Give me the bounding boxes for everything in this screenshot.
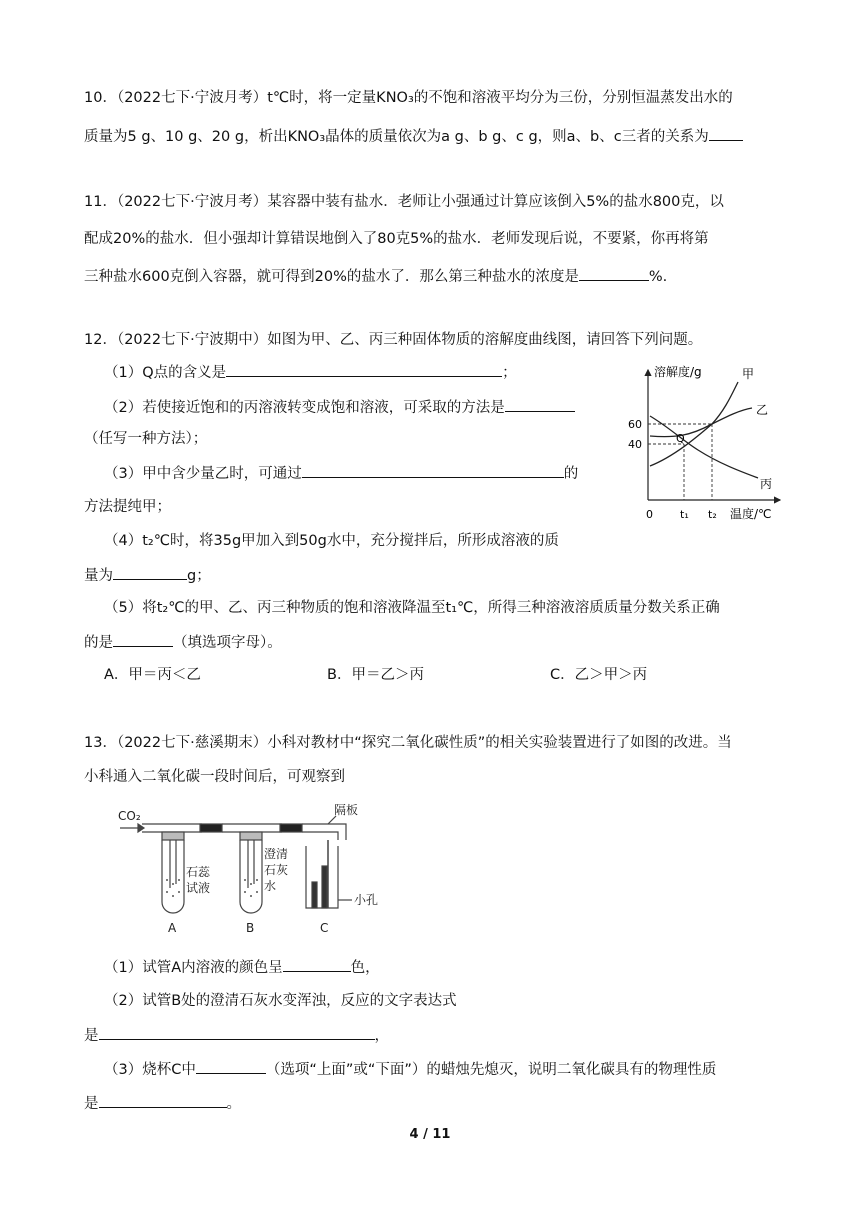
connector-1 xyxy=(200,824,222,832)
q13-text: （1）试管A内溶液的颜色呈 xyxy=(104,960,283,976)
label-reagent-a-2: 试液 xyxy=(186,881,211,895)
test-tube-b xyxy=(240,840,262,913)
q12-part-4: （4）t₂℃时，将35g甲加入到50g水中，充分搅拌后，所形成溶液的质 xyxy=(104,533,559,549)
connector-2 xyxy=(280,824,302,832)
tube-3 xyxy=(302,824,346,840)
option-c[interactable]: C．乙＞甲＞丙 xyxy=(550,667,648,683)
test-tube-a xyxy=(162,840,184,913)
tick-0: 0 xyxy=(646,508,653,521)
partition-pointer xyxy=(328,816,336,824)
q10-text: 质量为5 g、10 g、20 g，析出KNO₃晶体的质量依次为a g、b g、c g，则a、b、c三者的关系为 xyxy=(84,129,709,145)
tick-40: 40 xyxy=(628,438,642,451)
q12-text: （1）Q点的含义是 xyxy=(104,365,227,381)
answer-blank[interactable] xyxy=(283,957,351,972)
q13-text: （选项“上面”或“下面”）的蜡烛先熄灭，说明二氧化碳具有的物理性质 xyxy=(265,1062,717,1078)
answer-blank[interactable] xyxy=(99,1025,375,1040)
q12-part-4-cont xyxy=(84,565,211,586)
q12-part-3-cont: 方法提纯甲； xyxy=(84,499,171,515)
q13-part-1 xyxy=(104,957,380,978)
q12-text: g； xyxy=(187,568,211,584)
curve-bing xyxy=(650,416,758,478)
q12-text: （3）甲中含少量乙时，可通过 xyxy=(104,466,302,482)
option-b[interactable]: B．甲＝乙＞丙 xyxy=(327,667,424,683)
answer-blank[interactable] xyxy=(196,1059,266,1074)
solubility-graph xyxy=(620,360,790,525)
stopper-a xyxy=(162,832,184,840)
label-reagent-a-1: 石蕊 xyxy=(186,865,211,879)
y-axis-label: 溶解度/g xyxy=(654,365,702,379)
q13-text: ， xyxy=(374,1028,389,1044)
q12-text: 的 xyxy=(563,466,579,482)
tube-2 xyxy=(222,824,282,832)
tube-1 xyxy=(142,824,202,832)
answer-blank[interactable] xyxy=(505,397,575,412)
label-co2: CO₂ xyxy=(118,809,141,823)
co2-apparatus-figure xyxy=(112,796,402,938)
q13-text: 色， xyxy=(350,960,380,976)
q13-part-3 xyxy=(104,1059,716,1080)
label-yi: 乙 xyxy=(756,403,769,417)
label-partition: 隔板 xyxy=(334,803,359,817)
q12-text: 量为 xyxy=(84,568,113,584)
q11-line-2: 配成20%的盐水．但小强却计算错误地倒入了80克5%的盐水．老师发现后说，不要紧，你再将第 xyxy=(84,231,709,247)
q12-stem: 12．（2022七下·宁波期中）如图为甲、乙、丙三种固体物质的溶解度曲线图，请回答下列问题。 xyxy=(84,332,703,348)
answer-blank[interactable] xyxy=(302,463,564,478)
q11-line-1: 11．（2022七下·宁波月考）某容器中装有盐水．老师让小强通过计算应该倒入5%的盐水800克，以 xyxy=(84,194,724,210)
q12-part-3 xyxy=(104,463,578,484)
q12-text: （填选项字母）。 xyxy=(173,635,282,651)
q10-line-2 xyxy=(84,126,743,147)
q12-text: （2）若使接近饱和的丙溶液转变成饱和溶液，可采取的方法是 xyxy=(104,400,505,416)
x-axis-label: 温度/℃ xyxy=(730,507,772,521)
q10-line-1: 10．（2022七下·宁波月考）t℃时，将一定量KNO₃的不饱和溶液平均分为三份，分别恒温蒸发出水的 xyxy=(84,90,733,106)
label-reagent-b-2: 石灰 xyxy=(264,863,289,877)
q13-part-2: （2）试管B处的澄清石灰水变浑浊，反应的文字表达式 xyxy=(104,993,457,1009)
label-a: A xyxy=(168,921,177,935)
stopper-b xyxy=(240,832,262,840)
q13-line-1: 13．（2022七下·慈溪期末）小科对教材中“探究二氧化碳性质”的相关实验装置进行了如图的改进。当 xyxy=(84,735,732,751)
q13-part-3-cont xyxy=(84,1093,241,1114)
q13-text: 是 xyxy=(84,1096,99,1112)
page-number: 4 / 11 xyxy=(409,1127,451,1142)
label-b: B xyxy=(246,921,255,935)
option-a[interactable]: A．甲＝丙＜乙 xyxy=(104,667,201,683)
tick-t2: t₂ xyxy=(708,508,717,521)
q12-part-2 xyxy=(104,397,575,418)
candle-lower xyxy=(312,882,317,908)
tick-t1: t₁ xyxy=(680,508,689,521)
label-jia: 甲 xyxy=(742,367,755,381)
label-reagent-b-1: 澄清 xyxy=(264,847,289,861)
answer-blank[interactable] xyxy=(113,565,187,580)
q11-line-3 xyxy=(84,266,667,287)
label-reagent-b-3: 水 xyxy=(264,879,277,893)
label-hole: 小孔 xyxy=(354,893,379,907)
curve-yi xyxy=(650,408,752,437)
q12-text: 的是 xyxy=(84,635,113,651)
label-c: C xyxy=(320,921,329,935)
q11-text: 三种盐水600克倒入容器，就可得到20%的盐水了．那么第三种盐水的浓度是 xyxy=(84,269,579,285)
candle-upper xyxy=(322,866,327,908)
q12-part-5: （5）将t₂℃的甲、乙、丙三种物质的饱和溶液降温至t₁℃，所得三种溶液溶质质量分数关系正确 xyxy=(104,600,720,616)
q13-part-2-cont xyxy=(84,1025,389,1046)
q12-text: ； xyxy=(502,365,517,381)
answer-blank[interactable] xyxy=(709,126,743,141)
tick-60: 60 xyxy=(628,418,642,431)
answer-blank[interactable] xyxy=(226,362,502,377)
q12-part-5-cont xyxy=(84,632,282,653)
q13-text: （3）烧杯C中 xyxy=(104,1062,196,1078)
q12-part-1 xyxy=(104,362,517,383)
label-bing: 丙 xyxy=(760,477,773,491)
label-q: Q xyxy=(676,432,685,445)
q13-line-2: 小科通入二氧化碳一段时间后，可观察到 xyxy=(84,769,345,785)
answer-blank[interactable] xyxy=(99,1093,227,1108)
q13-text: 。 xyxy=(226,1096,241,1112)
q12-part-2-cont: （任写一种方法）； xyxy=(84,431,208,447)
answer-blank[interactable] xyxy=(579,266,649,281)
q13-text: 是 xyxy=(84,1028,99,1044)
answer-blank[interactable] xyxy=(113,632,173,647)
q11-text-end: %. xyxy=(648,269,668,285)
